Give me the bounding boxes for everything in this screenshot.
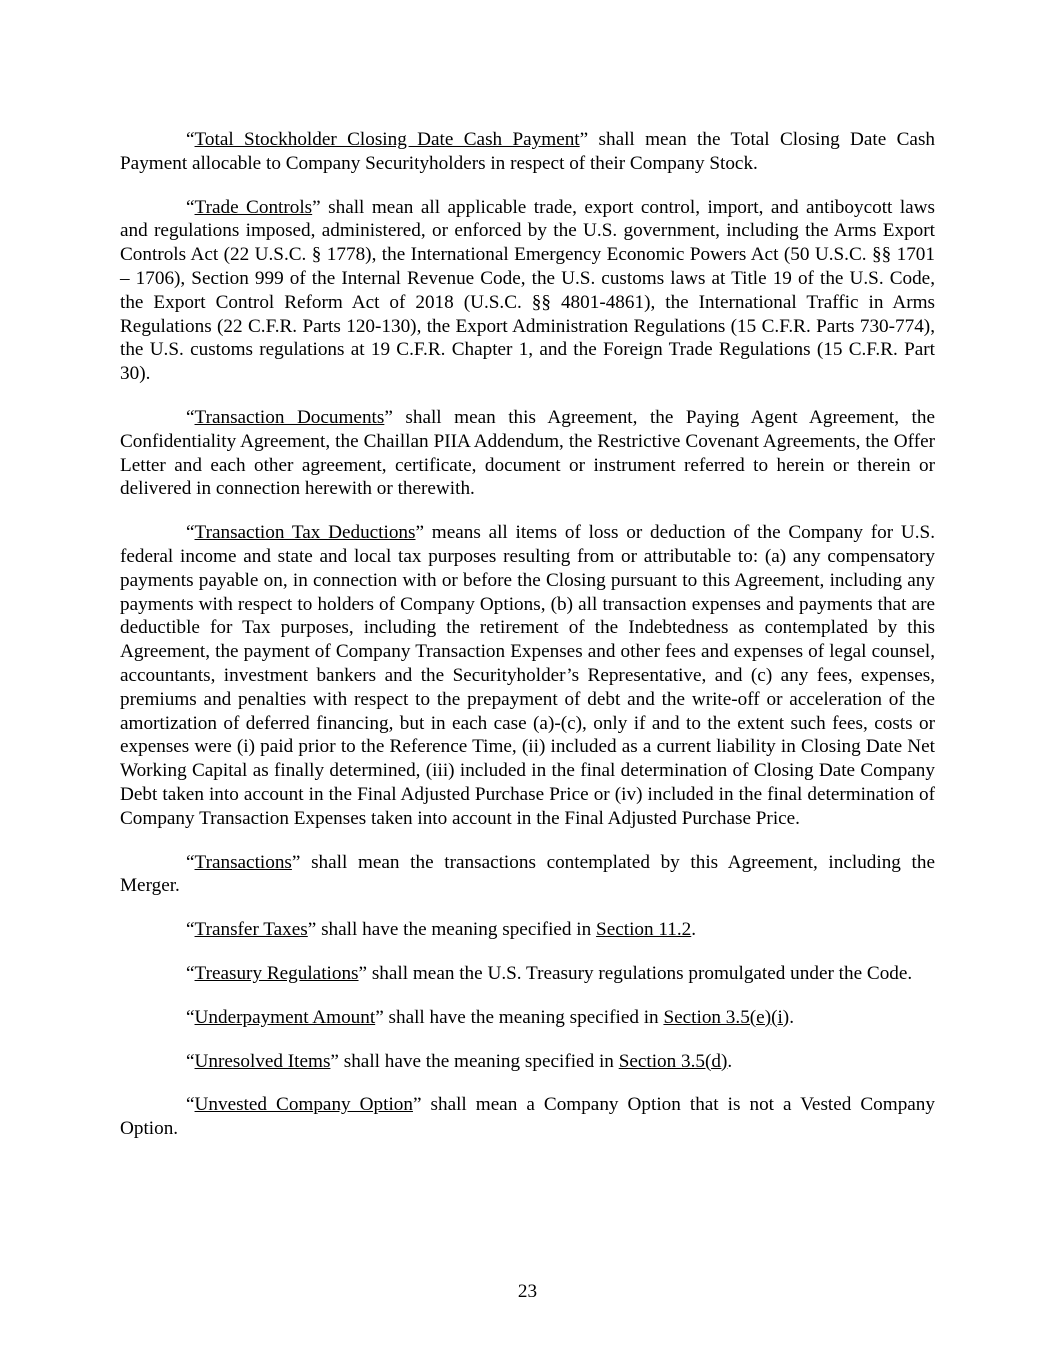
close-quote: ” bbox=[330, 1050, 339, 1072]
definition-text: shall mean the U.S. Treasury regulations promulgated under the Code. bbox=[367, 962, 913, 984]
open-quote: “ bbox=[186, 196, 195, 218]
section-reference[interactable]: Section 3.5(d) bbox=[618, 1050, 728, 1072]
defined-term: Underpayment Amount bbox=[194, 1006, 376, 1028]
definition-text: shall have the meaning specified in bbox=[383, 1006, 664, 1028]
defined-term: Transaction Tax Deductions bbox=[194, 522, 416, 544]
defined-term: Unvested Company Option bbox=[194, 1094, 413, 1116]
open-quote: “ bbox=[186, 919, 195, 941]
definition-text: shall mean the Total Closing Date Cash Payment allocable to Company Securityholders in respect of their Company Stock. bbox=[120, 129, 935, 174]
definition-paragraph bbox=[120, 1050, 935, 1074]
defined-term: Unresolved Items bbox=[194, 1050, 331, 1072]
definition-paragraph bbox=[120, 1006, 935, 1030]
close-quote: ” bbox=[412, 1094, 422, 1116]
definition-paragraph bbox=[120, 918, 935, 942]
close-quote: ” bbox=[384, 406, 393, 428]
open-quote: “ bbox=[186, 129, 195, 150]
definition-text: shall mean the transactions contemplated by this Agreement, including the Merger. bbox=[120, 851, 935, 897]
close-quote: ” bbox=[358, 962, 368, 984]
open-quote: “ bbox=[186, 1094, 195, 1116]
close-quote: ” bbox=[375, 1006, 384, 1028]
definition-text-after: . bbox=[691, 919, 697, 941]
definition-text: means all items of loss or deduction of the Company for U.S. federal income and state and local tax purposes resulting from or attributable to: (a) any compensatory payments payable on, in connection with or before the Closing pursuant to this Agreement, including any payments with respect to holders of Company Options, (b) all transaction expenses and payments that are deductible for Tax purposes, including the retirement of the Indebtedness as contemplated by this Agreement, the payment of Company Transaction Expenses and other fees and expenses of legal counsel, accountants, investment bankers and the Securityholder’s Representative, and (c) any fees, expenses, premiums and penalties with respect to the prepayment of debt and the write-off or acceleration of the amortization of deferred financing, but in each case (a)-(c), only if and to the extent such fees, costs or expenses were (i) paid prior to the Reference Time, (ii) included as a current liability in Closing Date Net Working Capital as finally determined, (iii) included in the final determination of Closing Date Company Debt taken into account in the Final Adjusted Purchase Price or (iv) included in the final determination of Company Transaction Expenses taken into account in the Final Adjusted Purchase Price. bbox=[120, 522, 935, 829]
definition-paragraph bbox=[120, 406, 935, 501]
defined-term: Transaction Documents bbox=[194, 406, 385, 428]
definition-paragraph bbox=[120, 851, 935, 899]
close-quote: ” bbox=[291, 851, 301, 873]
close-quote: ” bbox=[415, 522, 425, 544]
open-quote: “ bbox=[186, 406, 195, 428]
definition-paragraph bbox=[120, 1093, 935, 1141]
close-quote: ” bbox=[307, 919, 317, 941]
definition-paragraph bbox=[120, 128, 935, 176]
definition-text: shall mean a Company Option that is not a Vested Company Option. bbox=[120, 1094, 935, 1140]
document-body bbox=[120, 128, 935, 1141]
definition-text: shall mean all applicable trade, export control, import, and antiboycott laws and regulations imposed, administered, or enforced by the U.S. government, including the Arms Export Controls Act (22 U.S.C. § 1778), the International Emergency Economic Powers Act (50 U.S.C. §§ 1701 – 1706), Section 999 of the Internal Revenue Code, the U.S. customs laws at Title 19 of the U.S. Code, the Export Control Reform Act of 2018 (U.S.C. §§ 4801-4861), the International Traffic in Arms Regulations (22 C.F.R. Parts 120-130), the Export Administration Regulations (15 C.F.R. Parts 730-774), the U.S. customs regulations at 19 C.F.R. Chapter 1, and the Foreign Trade Regulations (15 C.F.R. Part 30). bbox=[120, 196, 935, 385]
section-reference[interactable]: Section 3.5(e)(i) bbox=[663, 1006, 790, 1028]
open-quote: “ bbox=[186, 522, 195, 544]
defined-term: Transactions bbox=[194, 851, 292, 873]
definition-text: shall have the meaning specified in bbox=[316, 919, 597, 941]
definition-paragraph bbox=[120, 521, 935, 830]
open-quote: “ bbox=[186, 962, 195, 984]
open-quote: “ bbox=[186, 851, 195, 873]
close-quote: ” bbox=[579, 129, 589, 150]
defined-term: Total Stockholder Closing Date Cash Payment bbox=[194, 129, 580, 150]
open-quote: “ bbox=[186, 1006, 195, 1028]
definition-paragraph bbox=[120, 962, 935, 986]
page-number: 23 bbox=[517, 1281, 538, 1302]
close-quote: ” bbox=[312, 196, 321, 218]
section-reference[interactable]: Section 11.2 bbox=[596, 919, 692, 941]
defined-term: Treasury Regulations bbox=[194, 962, 359, 984]
defined-term: Trade Controls bbox=[194, 196, 313, 218]
definition-text-after: . bbox=[727, 1050, 733, 1072]
definition-paragraph bbox=[120, 196, 935, 386]
defined-term: Transfer Taxes bbox=[194, 919, 308, 941]
definition-text: shall have the meaning specified in bbox=[338, 1050, 619, 1072]
definition-text: shall mean this Agreement, the Paying Agent Agreement, the Confidentiality Agreement, the Chaillan PIIA Addendum, the Restrictive Covenant Agreements, the Offer Letter and each other agreement, certificate, document or instrument referred to herein or therein or delivered in connection herewith or therewith. bbox=[120, 406, 935, 500]
open-quote: “ bbox=[186, 1050, 195, 1072]
definition-text-after: . bbox=[789, 1006, 794, 1028]
